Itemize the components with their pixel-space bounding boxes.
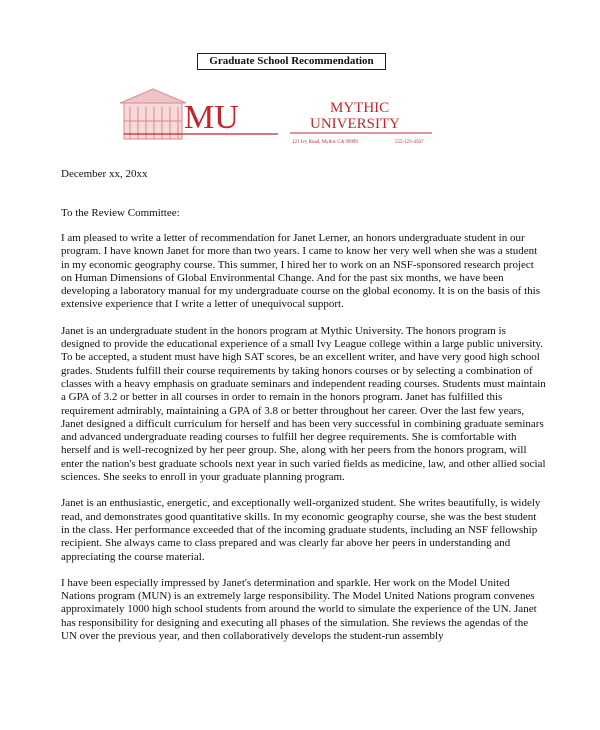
letter-body xyxy=(61,232,546,656)
mu-logo xyxy=(118,85,283,145)
logo-phone: 555-123-4567 xyxy=(395,140,424,145)
paragraph: Janet is an enthusiastic, energetic, and exceptionally well-organized student. She writes beautifully, is widely read, and demonstrates good quantitative skills. In my economic geography course, she was the best student in the class. Her performance exceeded that of the incoming graduate students, including an NSF fellowship recipient. She always came to class prepared and was clearly far above her peers in understanding and appreciating the course material. xyxy=(61,497,541,563)
logo-line-university: UNIVERSITY xyxy=(310,116,400,132)
mu-logo-text: MU xyxy=(184,99,239,136)
letter-date: December xx, 20xx xyxy=(61,168,148,180)
paragraph: I am pleased to write a letter of recommendation for Janet Lerner, an honors undergraduate student in our program. I have known Janet for more than two years. I came to know her very well when she was a student in my economic geography course. This summer, I hired her to work on an NSF-sponsored research project on Human Dimensions of Global Environmental Change. And for the past six months, we have been developing a laboratory manual for my undergraduate course on the global economy. It is on the basis of this extensive experience that I write a letter of unequivocal support. xyxy=(61,232,540,311)
paragraph: Janet is an undergraduate student in the honors program at Mythic University. The honors program is designed to provide the educational experience of a small Ivy League college within a large public university. To be accepted, a student must have high SAT scores, be an excellent writer, and have very good high school grades. Students fulfill their course requirements by taking honors courses or by selecting a combination of classes with a heavy emphasis on graduate seminars and independent reading courses. Students must maintain a GPA of 3.2 or better in all courses in order to remain in the honors program. Janet has fulfilled this requirement admirably, maintaining a GPA of 3.8 or better throughout her career. Over the last few years, Janet designed a difficult curriculum for herself and has been very successful in combining graduate seminars and advanced undergraduate reading courses to fulfill her degree requirements. She is comfortable with herself and is well-recognized by her peer group. She, along with her peers from the honors program, will enter the nation's best graduate schools next year in such varied fields as medicine, law, and other allied social sciences. She seeks to enroll in your graduate planning program. xyxy=(61,324,546,484)
paragraph: I have been especially impressed by Janet's determination and sparkle. Her work on the Model United Nations program (MUN) is an extremely large responsibility. The Model United Nations program convenes approximately 1000 high school students from around the world to simulate the experience of the UN. Janet has responsibility for designing and executing all phases of the simulation. She reviews the agendas of the UN over the previous year, and then collaboratively develops the student-run assembly xyxy=(61,576,537,643)
university-building-icon xyxy=(120,89,186,139)
document-title: Graduate School Recommendation xyxy=(197,53,386,70)
mythic-university-logo xyxy=(290,98,440,148)
logo-line-mythic: MYTHIC xyxy=(330,100,390,116)
letter-salutation: To the Review Committee: xyxy=(61,207,180,219)
logo-address: 123 Ivy Road, Mythic CA 99999 xyxy=(292,140,358,145)
